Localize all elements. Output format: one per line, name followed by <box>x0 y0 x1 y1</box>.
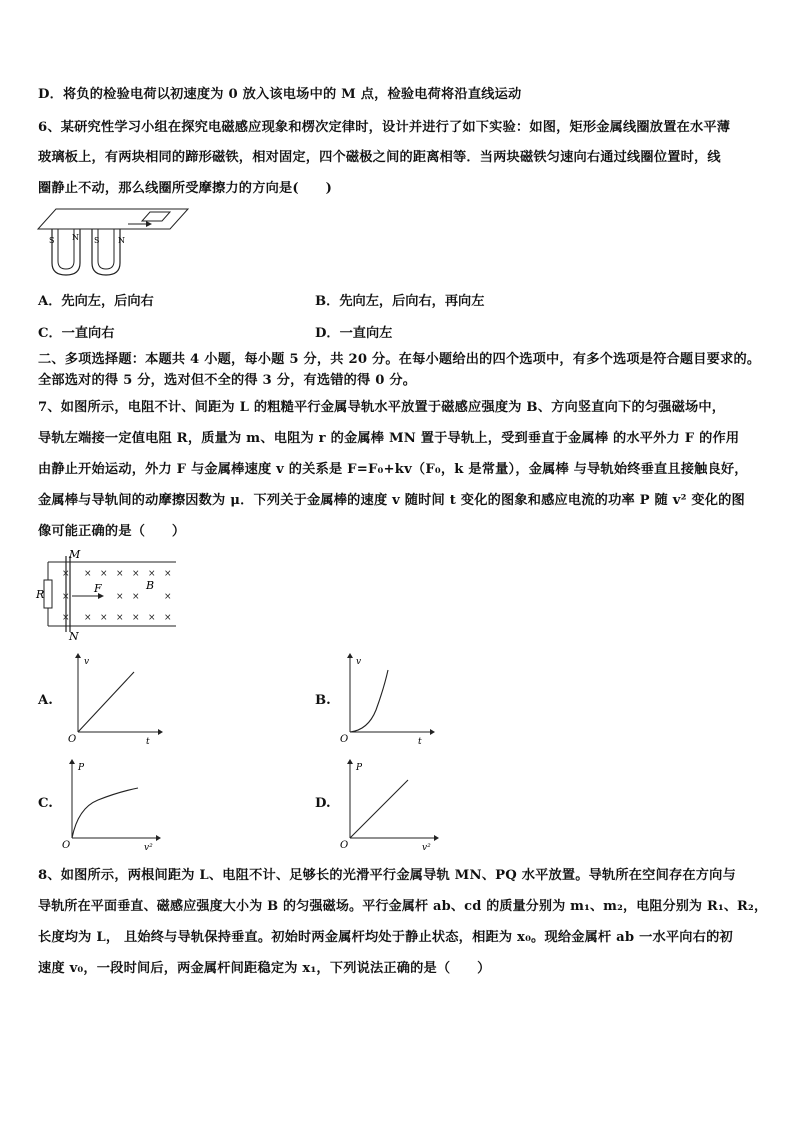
graph-c-x-label: v² <box>144 843 153 853</box>
graph-a-y-label: v <box>84 657 90 667</box>
q6-option-b: B．先向左，后向右，再向左 <box>315 294 485 309</box>
graph-b-y-label: v <box>356 657 362 667</box>
graph-d-origin: O <box>340 840 349 851</box>
pole-n-1: N <box>72 233 79 242</box>
graph-c-origin: O <box>62 840 71 851</box>
graph-c-y-label: P <box>78 763 85 773</box>
q7-stem-line-5: 像可能正确的是（ ） <box>38 524 186 539</box>
label-b: B <box>146 579 155 592</box>
label-r: R <box>36 588 45 601</box>
q8-stem-line-1: 8、如图所示，两根间距为 L、电阻不计、足够长的光滑平行金属导轨 MN、PQ 水平放置。导轨所在空间存在方向与 <box>38 868 736 883</box>
q5-option-d: D．将负的检验电荷以初速度为 0 放入该电场中的 M 点，检验电荷将沿直线运动 <box>38 87 522 102</box>
section2-heading-line-2: 全部选对的得 5 分，选对但不全的得 3 分，有选错的得 0 分。 <box>38 373 417 388</box>
q7-graph-b <box>334 652 434 747</box>
q8-stem-line-3: 长度均为 L， 且始终与导轨保持垂直。初始时两金属杆均处于静止状态，相距为 x₀。现给金属杆 ab 一水平向右的初 <box>38 930 733 945</box>
section2-heading-line-1: 二、多项选择题：本题共 4 小题，每小题 5 分，共 20 分。在每小题给出的四个选项中，有多个选项是符合题目要求的。 <box>38 352 761 367</box>
q6-magnet-figure <box>38 203 198 283</box>
q6-option-a: A．先向左，后向右 <box>38 294 154 309</box>
q7-graph-a <box>62 652 162 747</box>
label-n: N <box>69 630 79 643</box>
field-cross: × <box>132 569 140 579</box>
q7-option-c-label: C. <box>38 796 53 811</box>
field-cross: × <box>132 592 140 602</box>
q7-graph-d <box>334 758 444 853</box>
q8-stem-line-2: 导轨所在平面垂直、磁感应强度大小为 B 的匀强磁场。平行金属杆 ab、cd 的质量分别为 m₁、m₂，电阻分别为 R₁、R₂， <box>38 899 768 914</box>
graph-b-origin: O <box>340 734 349 745</box>
field-cross: × <box>148 569 156 579</box>
pole-s-2: S <box>94 236 100 245</box>
field-cross: × <box>84 613 92 623</box>
q7-option-d-label: D. <box>315 796 331 811</box>
field-cross: × <box>62 569 70 579</box>
q7-option-a-label: A. <box>38 693 53 708</box>
graph-a-origin: O <box>68 734 77 745</box>
field-cross: × <box>132 613 140 623</box>
field-cross: × <box>100 613 108 623</box>
q6-stem-line-1: 6、某研究性学习小组在探究电磁感应现象和楞次定律时，设计并进行了如下实验：如图，矩形金属线圈放置在水平薄 <box>38 120 731 135</box>
field-cross: × <box>116 569 124 579</box>
q6-stem-line-2: 玻璃板上，有两块相同的蹄形磁铁，相对固定，四个磁极之间的距离相等．当两块磁铁匀速向右通过线圈位置时，线 <box>38 150 721 165</box>
pole-s-1: S <box>49 236 55 245</box>
q6-option-d: D．一直向左 <box>315 326 393 341</box>
q7-stem-line-2: 导轨左端接一定值电阻 R，质量为 m、电阻为 r 的金属棒 MN 置于导轨上，受到垂直于金属棒 的水平外力 F 的作用 <box>38 431 740 446</box>
field-cross: × <box>164 592 172 602</box>
q7-graph-c <box>56 758 166 853</box>
graph-d-y-label: P <box>356 763 363 773</box>
q6-stem-line-3: 圈静止不动，那么线圈所受摩擦力的方向是( ) <box>38 181 333 196</box>
field-cross: × <box>116 592 124 602</box>
field-cross: × <box>148 613 156 623</box>
field-cross: × <box>164 613 172 623</box>
field-cross: × <box>116 613 124 623</box>
field-cross: × <box>62 613 70 623</box>
field-cross: × <box>62 592 70 602</box>
q6-option-c: C．一直向右 <box>38 326 115 341</box>
q7-circuit-figure <box>36 548 186 643</box>
graph-a-x-label: t <box>146 737 150 747</box>
label-f: F <box>94 582 102 595</box>
graph-b-x-label: t <box>418 737 422 747</box>
q7-option-b-label: B. <box>315 693 331 708</box>
q7-stem-line-1: 7、如图所示，电阻不计、间距为 L 的粗糙平行金属导轨水平放置于磁感应强度为 B、方向竖直向下的匀强磁场中， <box>38 400 726 415</box>
field-cross: × <box>100 569 108 579</box>
pole-n-2: N <box>118 236 125 245</box>
field-cross: × <box>164 569 172 579</box>
graph-d-x-label: v² <box>422 843 431 853</box>
field-cross: × <box>84 569 92 579</box>
q7-stem-line-4: 金属棒与导轨间的动摩擦因数为 μ．下列关于金属棒的速度 v 随时间 t 变化的图象和感应电流的功率 P 随 v² 变化的图 <box>38 493 745 508</box>
q8-stem-line-4: 速度 v₀，一段时间后，两金属杆间距稳定为 x₁，下列说法正确的是（ ） <box>38 961 491 976</box>
label-m: M <box>69 548 81 561</box>
q7-stem-line-3: 由静止开始运动，外力 F 与金属棒速度 v 的关系是 F=F₀+kv（F₀，k 是常量），金属棒 与导轨始终垂直且接触良好， <box>38 462 748 477</box>
